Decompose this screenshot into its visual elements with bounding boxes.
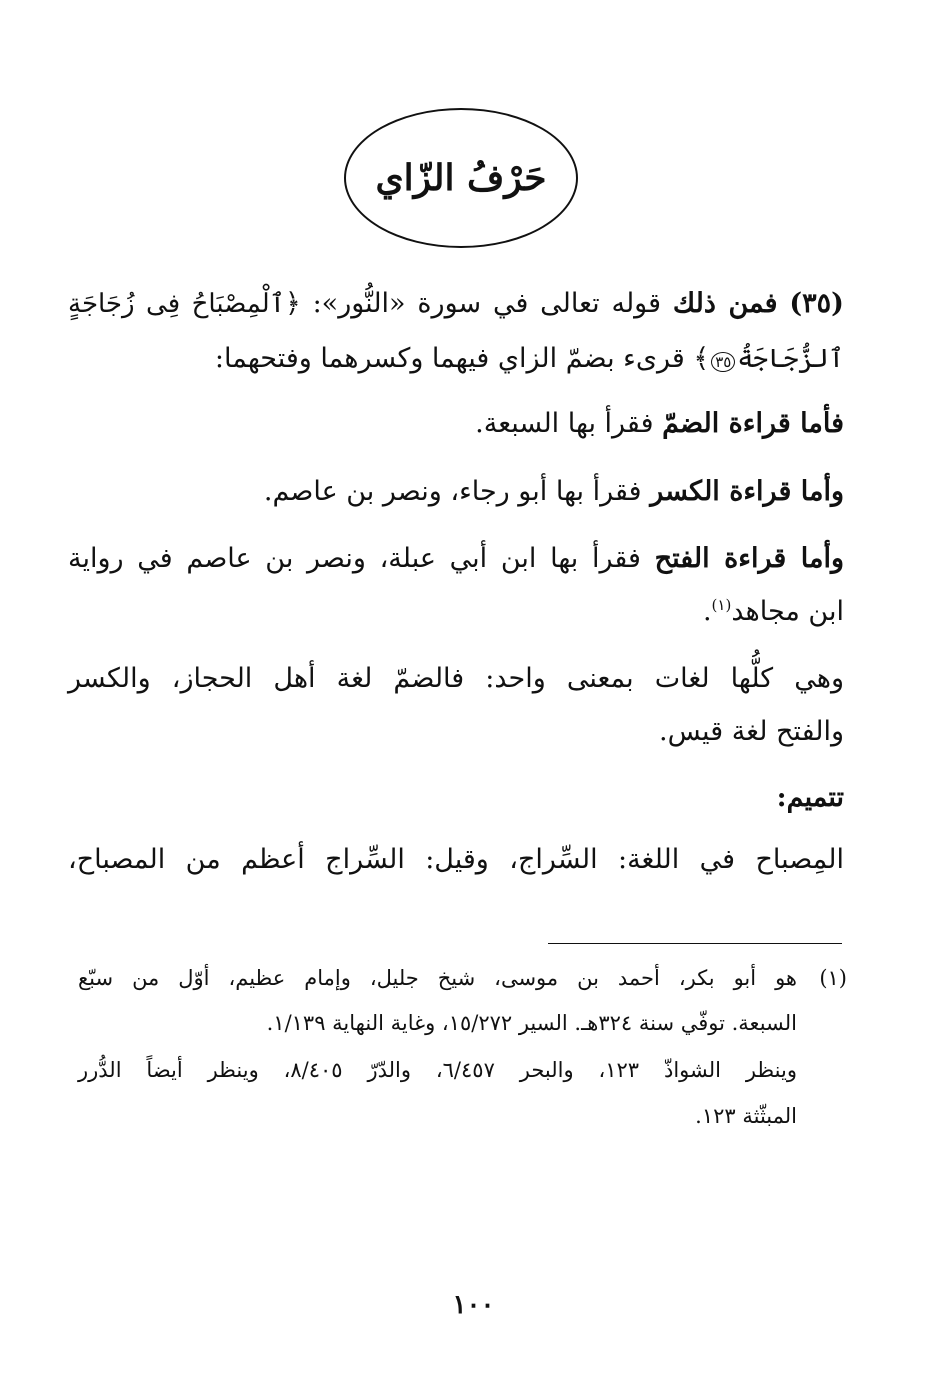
para3-text: فقرأ بها أبو رجاء، ونصر بن عاصم. <box>263 476 642 507</box>
verse-number: ٣٥ <box>711 352 735 372</box>
para3 <box>264 478 844 505</box>
para4-text-line1: فقرأ بها ابن أبي عبلة، ونصر بن عاصم في رواية <box>68 543 641 574</box>
para2 <box>475 410 844 437</box>
para2-bold: فأما قراءة الضمّ <box>662 408 844 439</box>
para1-text2: قرىء بضمّ الزاي فيهما وكسرهما وفتحهما: <box>214 343 685 374</box>
entry-number: (٣٥) <box>789 288 844 319</box>
page-number: ١٠٠ <box>452 1290 495 1320</box>
footnote-divider <box>548 943 842 944</box>
footnote-line4: المبثّثة ١٢٣. <box>695 1104 797 1128</box>
para1-lead: فمن ذلك <box>672 288 778 319</box>
para5-line1 <box>68 665 844 692</box>
para1-line2 <box>215 345 844 372</box>
verse-open-bracket: ﴿ <box>284 288 301 319</box>
verse-line2: ٱلزُّجَاجَةُ <box>737 344 844 374</box>
para1-text1: قوله تعالى في سورة «النُّور»: <box>312 288 662 319</box>
para4-bold: وأما قراءة الفتح <box>654 543 844 574</box>
verse-line1: ٱلْمِصْبَاحُ فِى زُجَاجَةٍ <box>68 289 285 319</box>
footnote-line3: وينظر الشواذّ ١٢٣، والبحر ٦/٤٥٧، والدّرّ ٨/٤٠٥، وينظر أيضاً الدُّرر <box>78 1058 797 1082</box>
chapter-title: حَرْفُ الزّاي <box>375 157 547 199</box>
para5-text-line1: وهي كلُّها لغات بمعنى واحد: فالضمّ لغة أهل الحجاز، والكسر <box>68 663 844 694</box>
footnote-line1: هو أبو بكر، أحمد بن موسى، شيخ جليل، وإمام عظيم، أوّل من سبّع <box>78 966 797 990</box>
para1-line1 <box>68 290 844 317</box>
para6-line1 <box>68 846 844 873</box>
para4-text-line2: ابن مجاهد <box>731 596 844 627</box>
para6-text-line1: المِصباح في اللغة: السِّراج، وقيل: السِّراج أعظم من المصباح، <box>68 844 844 875</box>
para4-line2-end: . <box>702 596 712 627</box>
footnote-line2: السبعة. توفّي سنة ٣٢٤هـ. السير ١٥/٢٧٢، وغاية النهاية ١/١٣٩. <box>266 1011 797 1035</box>
para3-bold: وأما قراءة الكسر <box>650 476 844 507</box>
footnote-ref: (١) <box>711 596 732 614</box>
section-heading: تتميم: <box>776 782 844 813</box>
para5-line2 <box>659 718 844 745</box>
chapter-title-oval <box>344 108 578 248</box>
para4-line2 <box>703 598 844 625</box>
para2-text: فقرأ بها السبعة. <box>475 408 654 439</box>
verse-close-bracket: ﴾ <box>693 343 710 374</box>
para4-line1 <box>68 545 844 572</box>
para5-text-line2: والفتح لغة قيس. <box>659 716 844 747</box>
footnote-marker: (١) <box>819 966 847 990</box>
